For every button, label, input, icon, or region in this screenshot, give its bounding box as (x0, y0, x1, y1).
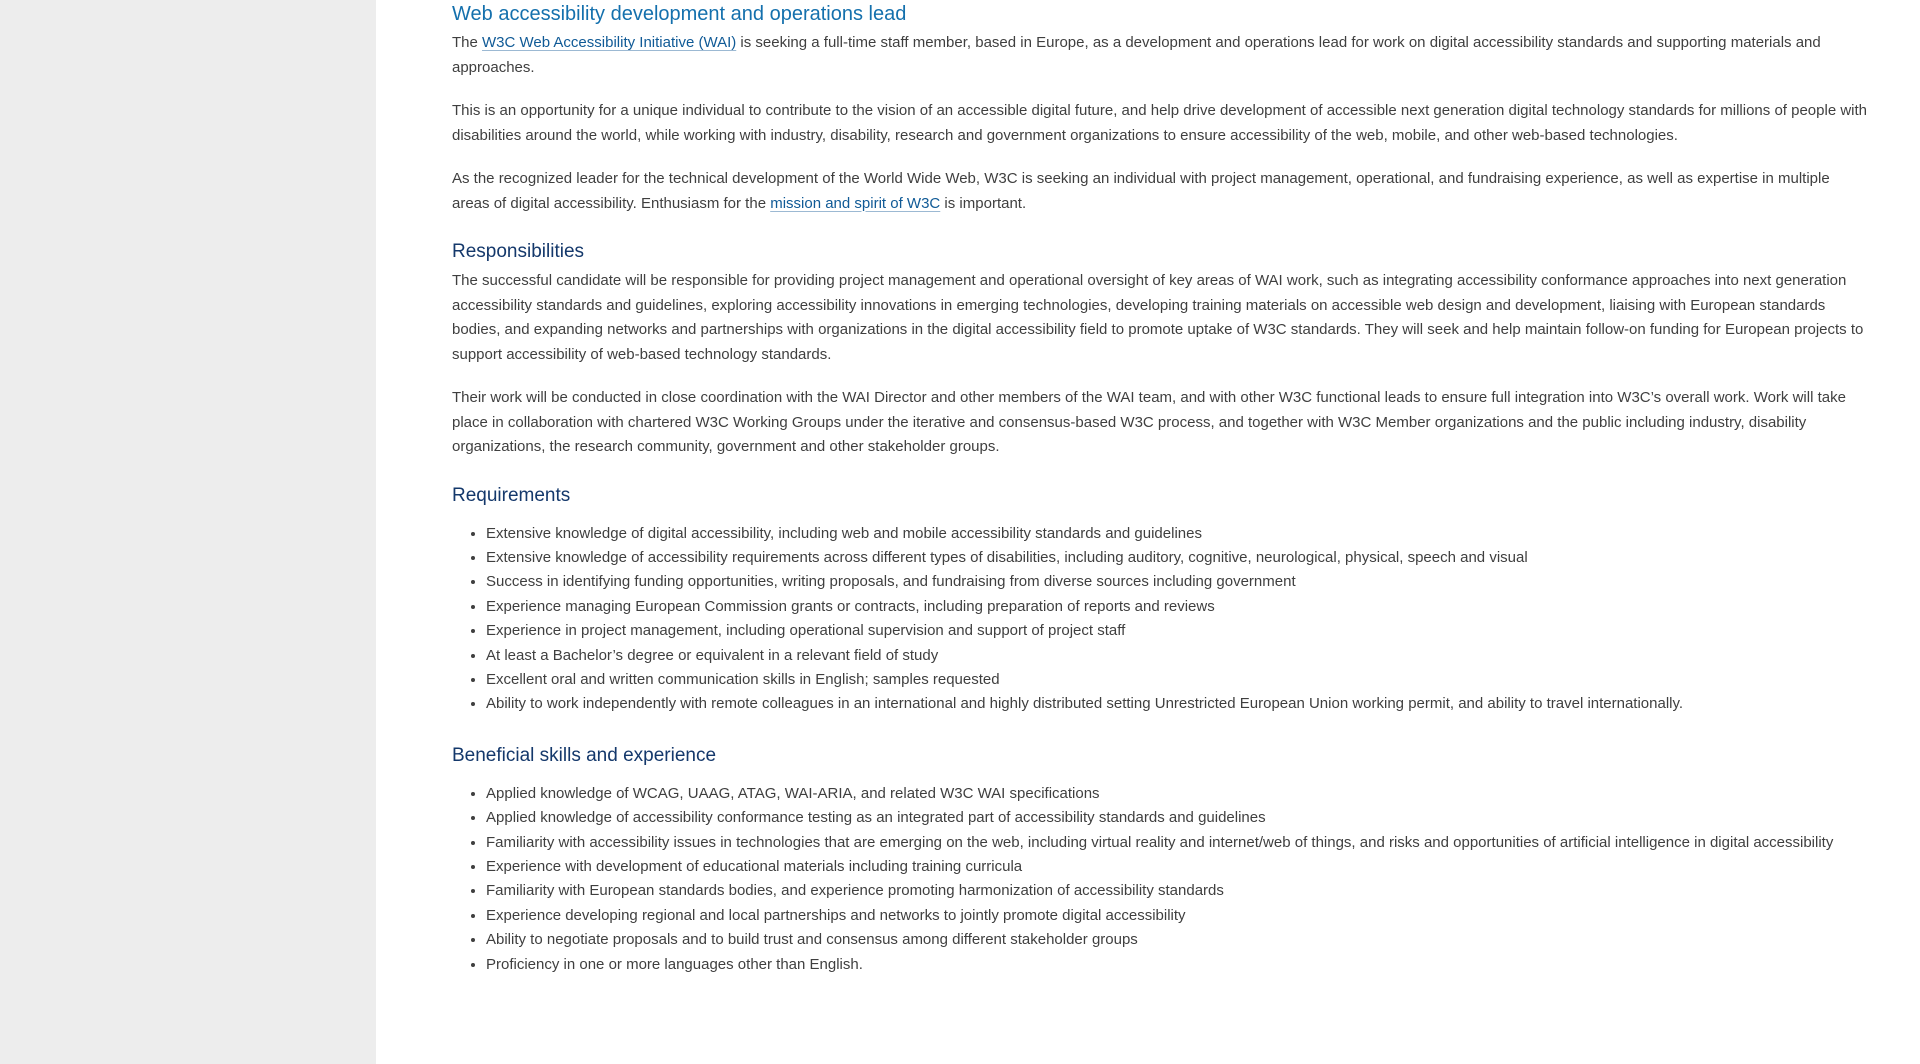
wai-link[interactable]: W3C Web Accessibility Initiative (WAI) (482, 34, 737, 51)
intro-paragraph-1-pre: The (452, 34, 483, 51)
responsibilities-paragraph-2: Their work will be conducted in close coordination with the WAI Director and other members of the WAI team, and with other W3C functional leads to ensure full integration into W3C’s overall work. Work will take place in collaboration with chartered W3C Working Groups under the iterative and consensus-based W3C process, and together with W3C Member organizations and the public including industry, disability organizations, the research community, government and other stakeholder groups. (452, 389, 1846, 455)
intro-paragraph-2: This is an opportunity for a unique individual to contribute to the vision of an accessible digital future, and help drive development of accessible next generation digital technology standards for millions of people with disabilities around the world, while working with industry, disability, research and government organizations to ensure accessibility of the web, mobile, and other web-based technologies. (452, 102, 1868, 144)
intro-paragraph-1 (452, 31, 1870, 80)
intro-paragraph-3-post: is important. (940, 194, 1027, 212)
intro-paragraph-3 (452, 167, 1870, 216)
sidebar (0, 0, 376, 1064)
requirement-item: • At least a Bachelor’s degree or equivalent in a relevant field of study (486, 644, 1870, 668)
beneficial-skill-item: • Experience with development of educational materials including training curricula (486, 855, 1870, 879)
page-title: Web accessibility development and operations lead (452, 3, 907, 25)
beneficial-skill-item: • Familiarity with accessibility issues in technologies that are emerging on the web, including virtual reality and internet/web of things, and risks and opportunities of artificial intelligence in digital accessibility (486, 831, 1870, 855)
requirement-item: • Experience managing European Commission grants or contracts, including preparation of reports and reviews (486, 595, 1870, 619)
requirement-item: • Extensive knowledge of digital accessibility, including web and mobile accessibility standards and guidelines (486, 522, 1870, 546)
beneficial-skill-item: • Ability to negotiate proposals and to build trust and consensus among different stakeholder groups (486, 928, 1870, 952)
section-heading-responsibilities: Responsibilities (452, 241, 585, 262)
requirement-item: • Success in identifying funding opportunities, writing proposals, and fundraising from diverse sources including government (486, 570, 1870, 594)
intro-paragraph-3-pre: As the recognized leader for the technical development of the World Wide Web, W3C is seeking an individual with project management, operational, and fundraising experience, as well as expertise in multiple areas of digital accessibility. Enthusiasm for the (452, 170, 1830, 212)
job-posting-content (376, 0, 1920, 1064)
requirement-item: • Extensive knowledge of accessibility requirements across different types of disabilities, including auditory, cognitive, neurological, physical, speech and visual (486, 546, 1870, 570)
requirement-item: • Excellent oral and written communication skills in English; samples requested (486, 668, 1870, 692)
section-heading-beneficial-skills: Beneficial skills and experience (452, 744, 717, 766)
beneficial-skills-list (452, 782, 1870, 977)
requirement-item: • Ability to work independently with remote colleagues in an international and highly distributed setting Unrestricted European Union working permit, and ability to travel internationally. (486, 692, 1870, 716)
beneficial-skill-item: • Proficiency in one or more languages other than English. (486, 953, 1870, 977)
responsibilities-paragraph-1: The successful candidate will be responsible for providing project management and operational oversight of key areas of WAI work, such as integrating accessibility conformance approaches into next generation accessibility standards and guidelines, exploring accessibility innovations in emerging technologies, developing training materials on accessible web design and development, liaising with European standards bodies, and expanding networks and partnerships with organizations in the digital accessibility field to promote uptake of W3C standards. They will seek and help maintain follow-on funding for European projects to support accessibility of web-based technology standards. (452, 272, 1864, 363)
intro-paragraph-1-post: is seeking a full-time staff member, based in Europe, as a development and operations lead for work on digital accessibility standards and supporting materials and approaches. (452, 34, 1821, 76)
section-heading-requirements: Requirements (452, 484, 571, 506)
beneficial-skill-item: • Applied knowledge of WCAG, UAAG, ATAG, WAI-ARIA, and related W3C WAI specifications (486, 782, 1870, 806)
requirement-item: • Experience in project management, including operational supervision and support of project staff (486, 619, 1870, 643)
beneficial-skill-item: • Familiarity with European standards bodies, and experience promoting harmonization of accessibility standards (486, 879, 1870, 903)
requirements-list (452, 522, 1870, 717)
w3c-mission-link[interactable]: mission and spirit of W3C (770, 194, 941, 212)
beneficial-skill-item: • Experience developing regional and local partnerships and networks to jointly promote digital accessibility (486, 904, 1870, 928)
beneficial-skill-item: • Applied knowledge of accessibility conformance testing as an integrated part of accessibility standards and guidelines (486, 806, 1870, 830)
